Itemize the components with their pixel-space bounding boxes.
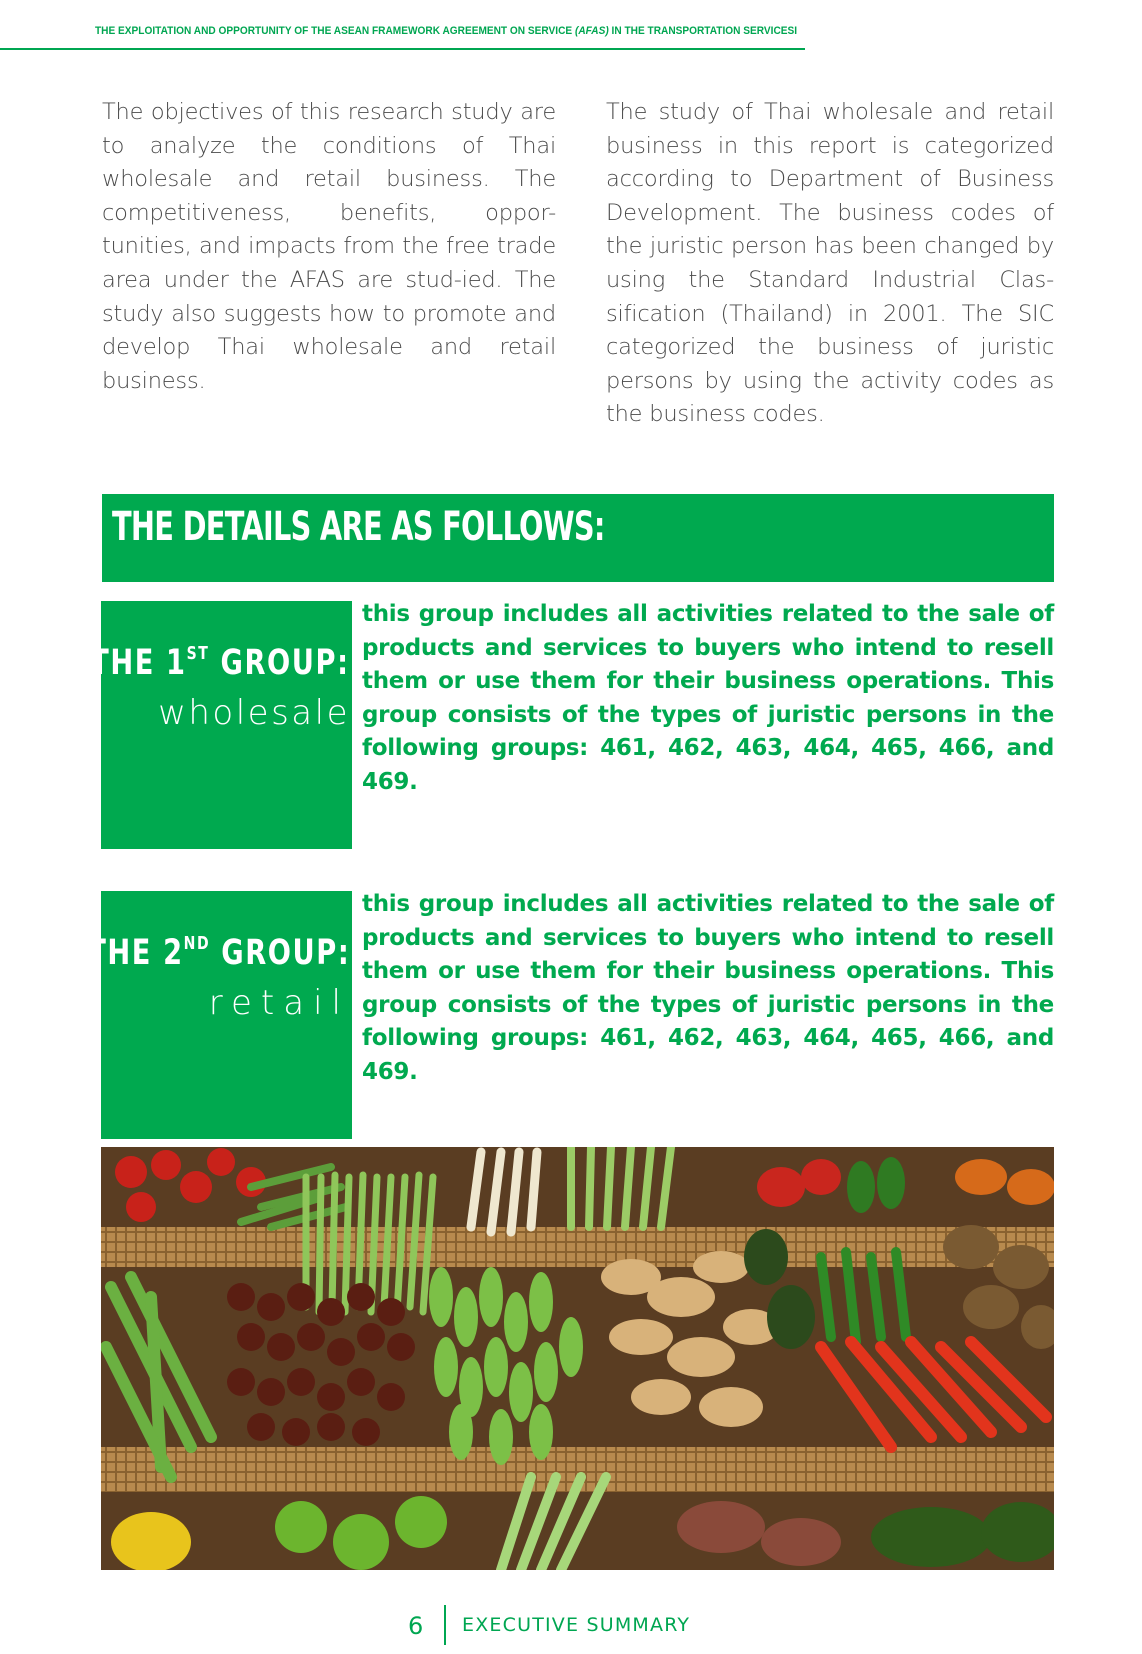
vegetable-market-illustration [101, 1147, 1054, 1570]
group-2-title-text: THE 2 [86, 933, 184, 973]
footer-section-label: EXECUTIVE SUMMARY [462, 1614, 691, 1636]
footer-divider [444, 1605, 446, 1645]
running-header [95, 25, 798, 37]
group-2-box [86, 891, 352, 1139]
group-1-subtitle: wholesale [158, 693, 350, 733]
group-1-title-ordinal: ST [187, 643, 210, 664]
intro-paragraph-right: The study of Thai wholesale and retail business in this report is categorized according to Department of Business Development. The business codes of the juristic person has been changed by using the Standard Industrial Clas-sification (Thailand) in 2001. The SIC categorized the business of juristic persons by using the activity codes as the business codes. [606, 99, 1054, 428]
group-2-title [87, 933, 350, 973]
vegetable-market-photo [101, 1147, 1054, 1570]
details-banner [102, 494, 1054, 582]
running-header-text: THE EXPLOITATION AND OPPORTUNITY OF THE ASEAN FRAMEWORK AGREEMENT ON SERVICE [95, 25, 575, 37]
group-1-title-suffix: GROUP: [209, 643, 350, 683]
page-number: 6 [408, 1612, 424, 1640]
group-1-title-text: THE 1 [90, 643, 188, 683]
header-divider [0, 48, 805, 50]
group-1-description: this group includes all activities related to the sale of products and services to buyers who intend to resell them or use them for their business operations. This group consists of the types of juristic persons in the following groups: 461, 462, 463, 464, 465, 466, and 469. [362, 601, 1054, 795]
intro-paragraph-left: The objectives of this research study are to analyze the conditions of Thai wholesale and retail business. The competitiveness, benefits, oppor-tunities, and impacts from the free trade area under the AFAS are stud-ied. The study also suggests how to promote and develop Thai wholesale and retail business. [102, 99, 556, 394]
running-header-abbrev: (AFAS) [574, 25, 609, 37]
group-2-title-ordinal: ND [183, 933, 210, 954]
group-1-box [90, 601, 352, 849]
details-heading: THE DETAILS ARE AS FOLLOWS: [112, 504, 605, 550]
group-2-description: this group includes all activities related to the sale of products and services to buyers who intend to resell them or use them for their business operations. This group consists of the types of juristic persons in the following groups: 461, 462, 463, 464, 465, 466, and 469. [362, 891, 1054, 1085]
group-2-subtitle: retail [208, 983, 350, 1023]
group-1-title [91, 643, 350, 683]
group-2-title-suffix: GROUP: [209, 933, 350, 973]
running-header-text-end: IN THE TRANSPORTATION SERVICESI [608, 25, 798, 37]
